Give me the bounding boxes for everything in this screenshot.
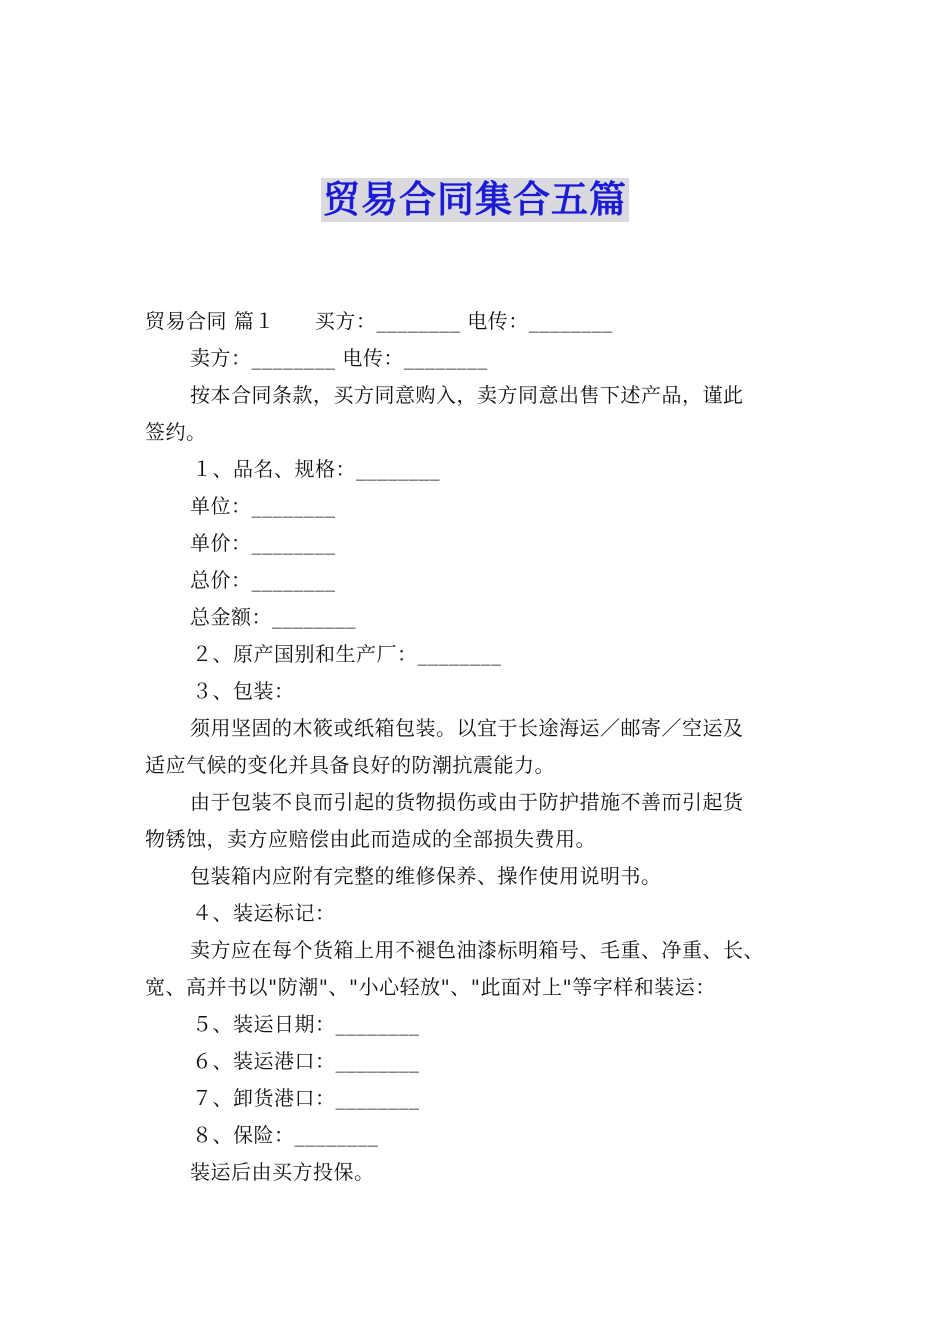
paragraph-line: 签约。 bbox=[145, 420, 207, 444]
paragraph-line: 包装箱内应附有完整的维修保养、操作使用说明书。 bbox=[190, 864, 662, 888]
clause-insurance: ８、保险：________ bbox=[192, 1123, 379, 1147]
paragraph-line: 卖方应在每个货箱上用不褪色油漆标明箱号、毛重、净重、长、 bbox=[190, 938, 764, 962]
field-unit-price: 单价：________ bbox=[190, 531, 336, 555]
title-container bbox=[0, 178, 950, 222]
field-total-price: 总价：________ bbox=[190, 568, 336, 592]
paragraph-line: 装运后由买方投保。 bbox=[190, 1160, 375, 1184]
contract-heading-line bbox=[145, 303, 815, 340]
buyer-line: 买方：________ 电传：________ bbox=[314, 309, 613, 333]
paragraph-line: 按本合同条款，买方同意购入，卖方同意出售下述产品，谨此 bbox=[190, 383, 744, 407]
clause-loading-port: ６、装运港口：________ bbox=[192, 1049, 420, 1073]
seller-line: 卖方：________ 电传：________ bbox=[190, 346, 488, 370]
paragraph-line: 物锈蚀，卖方应赔偿由此而造成的全部损失费用。 bbox=[145, 827, 596, 851]
clause-packing: ３、包装： bbox=[192, 679, 295, 703]
paragraph-line: 宽、高并书以"防潮"、"小心轻放"、"此面对上"等字样和装运： bbox=[145, 975, 716, 999]
paragraph-line: 须用坚固的木筱或纸箱包装。以宜于长途海运／邮寄／空运及 bbox=[190, 716, 744, 740]
contract-heading: 贸易合同 篇１ bbox=[145, 309, 275, 333]
paragraph-line: 由于包装不良而引起的货物损伤或由于防护措施不善而引起货 bbox=[190, 790, 744, 814]
field-total-amount: 总金额：________ bbox=[190, 605, 356, 629]
document-title: 贸易合同集合五篇 bbox=[323, 178, 627, 221]
clause-shipment-date: ５、装运日期：________ bbox=[192, 1012, 420, 1036]
clause-shipping-marks: ４、装运标记： bbox=[192, 901, 336, 925]
document-body bbox=[145, 303, 815, 1191]
paragraph-line: 适应气候的变化并具备良好的防潮抗震能力。 bbox=[145, 753, 555, 777]
clause-origin: ２、原产国别和生产厂：________ bbox=[192, 642, 502, 666]
clause-product-name: １、品名、规格：________ bbox=[192, 457, 440, 481]
clause-discharge-port: ７、卸货港口：________ bbox=[192, 1086, 420, 1110]
field-unit: 单位：________ bbox=[190, 494, 336, 518]
